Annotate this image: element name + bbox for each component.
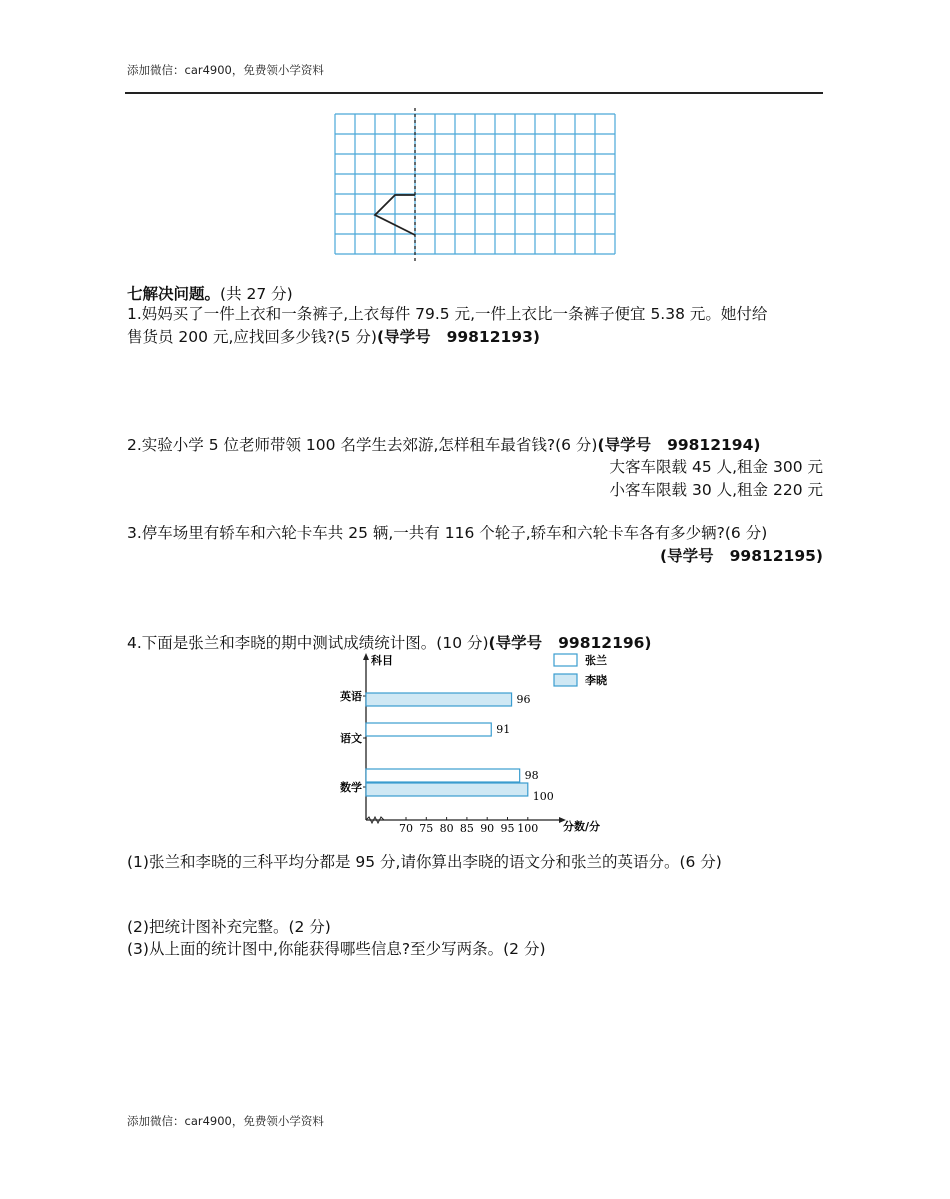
q2-info-bus-large: 大客车限载 45 人,租金 300 元 xyxy=(609,458,823,476)
footer-note: 添加微信：car4900，免费领小学资料 xyxy=(127,1114,324,1128)
section-points: (共 27 分) xyxy=(220,285,293,303)
q1-line1: 1.妈妈买了一件上衣和一条裤子,上衣每件 79.5 元,一件上衣比一条裤子便宜 5.38 元。她付给 xyxy=(127,305,768,323)
q4-ref-label: (导学号 xyxy=(488,634,543,652)
y-tick-label: 数学 xyxy=(340,781,362,794)
legend-swatch-lixiao xyxy=(554,674,577,686)
q4-sub1: (1)张兰和李晓的三科平均分都是 95 分,请你算出李晓的语文分和张兰的英语分。(6 分) xyxy=(127,853,722,871)
score-bar-chart xyxy=(325,650,625,836)
bar-lixiao xyxy=(366,693,512,706)
x-tick-label: 85 xyxy=(459,822,474,835)
chart-axes xyxy=(363,653,607,833)
q1-line2 xyxy=(127,326,540,348)
q3-ref xyxy=(660,545,823,567)
q1-text: 售货员 200 元,应找回多少钱?(5 分) xyxy=(127,328,377,346)
y-axis-arrow xyxy=(363,653,369,660)
y-tick-label: 语文 xyxy=(340,732,362,745)
q2-info-bus-small: 小客车限载 30 人,租金 220 元 xyxy=(609,481,823,499)
section-title-label: 七解决问题。 xyxy=(127,285,221,303)
q2-ref-label: (导学号 xyxy=(597,436,652,454)
x-tick-label: 70 xyxy=(399,822,413,835)
bar-zhanglan xyxy=(366,769,520,782)
y-tick-label: 英语 xyxy=(340,690,362,703)
q3-line1: 3.停车场里有轿车和六轮卡车共 25 辆,一共有 116 个轮子,轿车和六轮卡车各有多少辆?(6 分) xyxy=(127,524,768,542)
bar-value-label: 100 xyxy=(532,790,554,803)
bar-zhanglan xyxy=(366,723,491,736)
x-tick-label: 75 xyxy=(419,822,434,835)
bar-lixiao xyxy=(366,783,528,796)
q3-ref-number: 99812195) xyxy=(729,547,823,565)
grid-lines xyxy=(335,114,615,254)
x-axis-label: 分数/分 xyxy=(563,820,601,833)
x-tick-label: 100 xyxy=(517,822,539,835)
q3-ref-label: (导学号 xyxy=(660,547,714,565)
chart-marks xyxy=(340,689,554,835)
legend-label-zhanglan: 张兰 xyxy=(585,654,607,667)
q1-ref-number: 99812193) xyxy=(446,328,540,346)
legend-label-lixiao: 李晓 xyxy=(585,674,607,687)
q4-sub3: (3)从上面的统计图中,你能获得哪些信息?至少写两条。(2 分) xyxy=(127,940,546,958)
q2-line1 xyxy=(127,434,760,456)
grid-figure xyxy=(330,108,622,266)
x-tick-label: 95 xyxy=(500,822,515,835)
q4-sub2: (2)把统计图补充完整。(2 分) xyxy=(127,918,331,936)
q1-ref-label: (导学号 xyxy=(376,328,431,346)
x-tick-label: 90 xyxy=(480,822,495,835)
q4-text: 4.下面是张兰和李晓的期中测试成绩统计图。(10 分) xyxy=(127,634,489,652)
q4-ref-number: 99812196) xyxy=(558,634,652,652)
bar-value-label: 96 xyxy=(516,693,531,706)
header-divider xyxy=(125,92,823,94)
bar-value-label: 98 xyxy=(524,769,539,782)
bar-value-label: 91 xyxy=(496,723,511,736)
legend-swatch-zhanglan xyxy=(554,654,577,666)
section-title xyxy=(127,283,293,305)
q2-ref-number: 99812194) xyxy=(667,436,761,454)
y-axis-label: 科目 xyxy=(371,654,393,667)
header-note: 添加微信：car4900，免费领小学资料 xyxy=(127,63,324,77)
x-tick-label: 80 xyxy=(439,822,454,835)
q2-text: 2.实验小学 5 位老师带领 100 名学生去郊游,怎样租车最省钱?(6 分) xyxy=(127,436,598,454)
